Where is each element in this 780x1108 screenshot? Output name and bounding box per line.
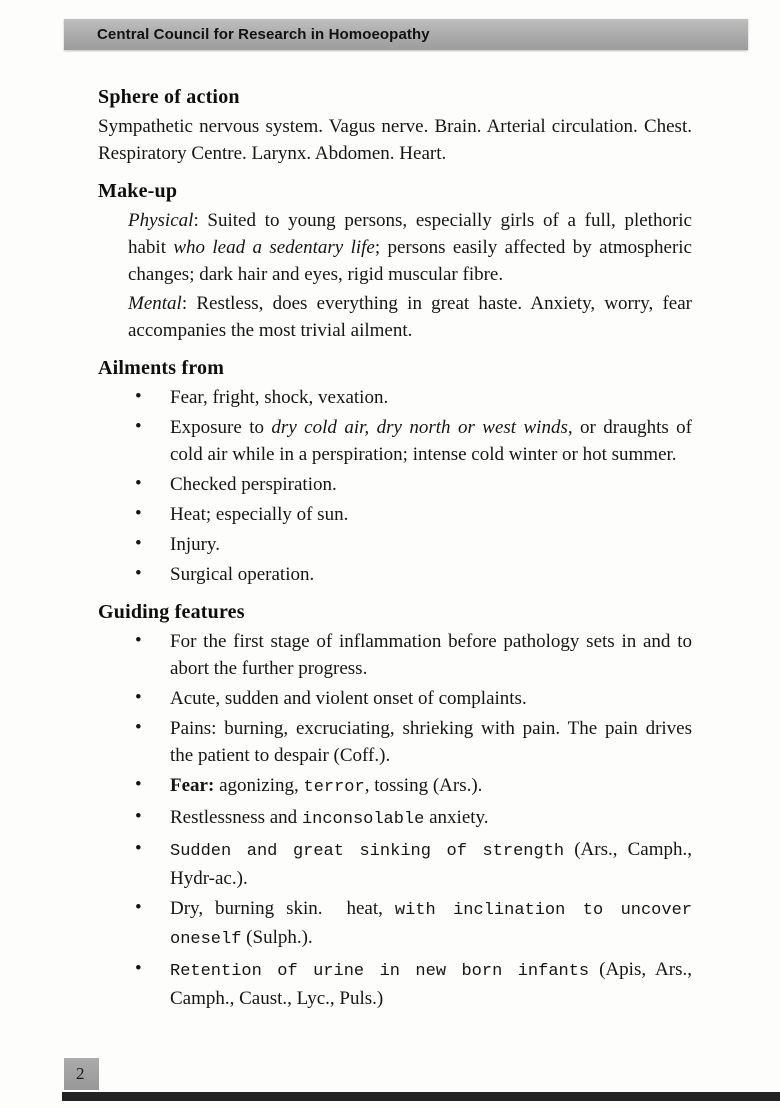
bullet-icon: • — [135, 717, 142, 738]
bullet-icon: • — [135, 958, 142, 979]
bullet-icon: • — [135, 563, 142, 584]
bullet-icon: • — [135, 386, 142, 407]
list-item — [98, 384, 692, 411]
bullet-icon: • — [135, 416, 142, 437]
sphere-of-action-paragraph: Sympathetic nervous system. Vagus nerve. Brain. Arterial circulation. Chest. Respiratory Centre. Larynx. Abdomen. Heart. — [98, 116, 692, 164]
guiding-features-list — [98, 628, 692, 1012]
page-number: 2 — [64, 1058, 99, 1090]
bullet-icon: • — [135, 897, 142, 918]
list-item-text: Exposure to dry cold air, dry north or west winds, or draughts of cold air while in a perspiration; intense cold winter or hot summer. — [170, 417, 693, 465]
bullet-icon: • — [135, 687, 142, 708]
list-item-text: Restlessness and inconsolable anxiety. — [170, 807, 489, 829]
list-item-text: Injury. — [170, 534, 220, 555]
list-item-text: Acute, sudden and violent onset of complaints. — [170, 688, 527, 709]
makeup-mental-paragraph: Mental: Restless, does everything in great haste. Anxiety, worry, fear accompanies the most trivial ailment. — [128, 293, 692, 341]
heading-make-up: Make-up — [98, 180, 178, 202]
list-item-text: Fear: agonizing, terror, tossing (Ars.). — [170, 775, 483, 797]
list-item — [98, 561, 692, 588]
list-item-text: Dry, burning skin. heat, with inclination to uncover oneself (Sulph.). — [170, 898, 692, 949]
ailments-from-list — [98, 384, 692, 588]
bullet-icon: • — [135, 838, 142, 859]
list-item — [98, 414, 692, 468]
list-item-text: Heat; especially of sun. — [170, 504, 349, 525]
header-title: Central Council for Research in Homoeopathy — [97, 26, 430, 43]
list-item — [98, 628, 692, 682]
list-item-text: Surgical operation. — [170, 564, 315, 585]
bullet-icon: • — [135, 630, 142, 651]
bullet-icon: • — [135, 503, 142, 524]
heading-sphere-of-action: Sphere of action — [98, 86, 240, 108]
list-item — [98, 471, 692, 498]
list-item — [98, 715, 692, 769]
bullet-icon: • — [135, 533, 142, 554]
heading-ailments-from: Ailments from — [98, 357, 225, 379]
list-item-text: Checked perspiration. — [170, 474, 337, 495]
list-item — [98, 501, 692, 528]
list-item-text: Pains: burning, excruciating, shrieking with pain. The pain drives the patient to despair (Coff.). — [170, 718, 692, 766]
heading-guiding-features: Guiding features — [98, 601, 245, 623]
page-header-bar — [64, 19, 748, 50]
list-item-text: For the first stage of inflammation before pathology sets in and to abort the further progress. — [170, 631, 692, 679]
footer-bar — [62, 1092, 780, 1101]
bullet-icon: • — [135, 473, 142, 494]
list-item — [98, 836, 692, 892]
list-item-text: Retention of urine in new born infants (Apis, Ars., Camph., Caust., Lyc., Puls.) — [170, 959, 692, 1009]
list-item — [98, 956, 692, 1012]
list-item — [98, 685, 692, 712]
list-item — [98, 531, 692, 558]
list-item-text: Sudden and great sinking of strength (Ars., Camph., Hydr-ac.). — [170, 839, 693, 889]
list-item — [98, 895, 692, 953]
page-content — [98, 86, 692, 1015]
list-item — [98, 804, 692, 833]
list-item — [98, 772, 692, 801]
list-item-text: Fear, fright, shock, vexation. — [170, 387, 389, 408]
bullet-icon: • — [135, 806, 142, 827]
bullet-icon: • — [135, 774, 142, 795]
makeup-physical-paragraph: Physical: Suited to young persons, especially girls of a full, plethoric habit who lead a sedentary life; persons easily affected by atmospheric changes; dark hair and eyes, rigid muscular fibre. — [128, 210, 692, 285]
